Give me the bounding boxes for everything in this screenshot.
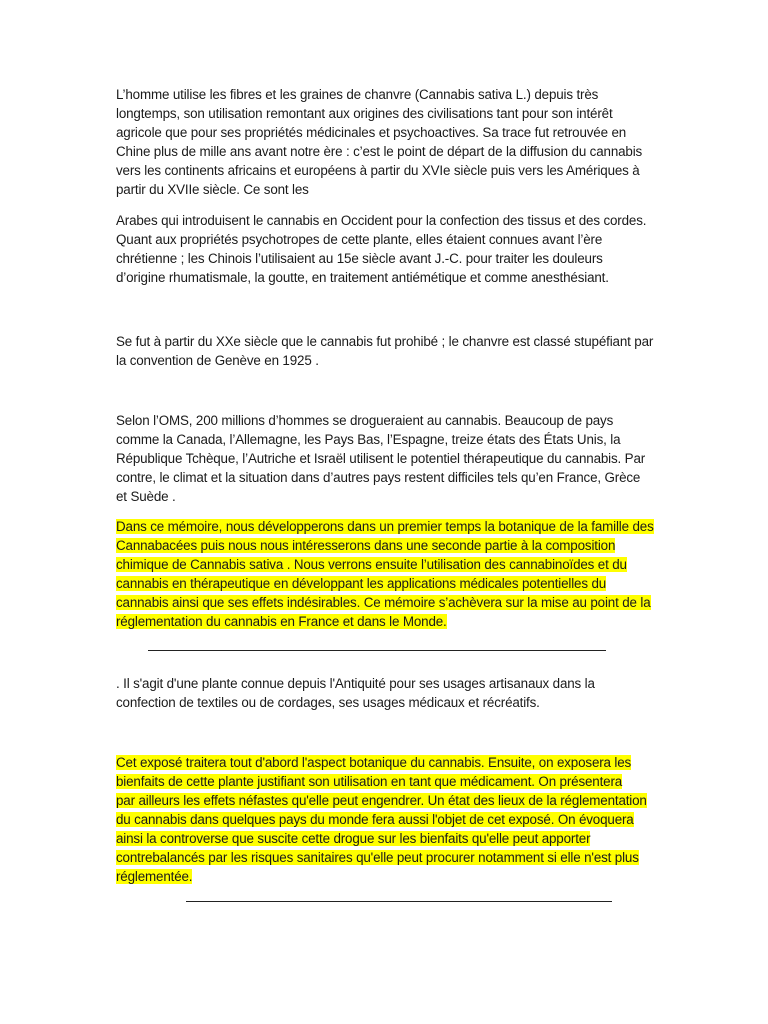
text-line: [116, 810, 656, 829]
text-line: [116, 142, 656, 161]
text-line-content: Cet exposé traitera tout d'abord l'aspect botanique du cannabis. Ensuite, on exposera les: [116, 755, 632, 770]
text-line-content: chimique de Cannabis sativa . Nous verrons ensuite l’utilisation des cannabinoïdes et du: [116, 557, 627, 572]
text-line-content: Selon l’OMS, 200 millions d’hommes se drogueraient au cannabis. Beaucoup de pays: [116, 413, 614, 428]
text-line: [116, 161, 656, 180]
text-line-content: Quant aux propriétés psychotropes de cette plante, elles étaient connues avant l’ère: [116, 232, 603, 247]
text-line: [116, 674, 656, 693]
text-line: [116, 351, 656, 370]
text-line-content: la convention de Genève en 1925 .: [116, 353, 319, 368]
text-line-content: Cannabacées puis nous nous intéresserons dans une seconde partie à la composition: [116, 538, 616, 553]
text-line-content: . Il s'agit d'une plante connue depuis l'Antiquité pour ses usages artisanaux dans la: [116, 676, 595, 691]
text-line-content: bienfaits de cette plante justifiant son utilisation en tant que médicament. On présentera: [116, 774, 623, 789]
text-line-content: Chine plus de mille ans avant notre ère : c’est le point de départ de la diffusion du cannabis: [116, 144, 643, 159]
text-line: [116, 430, 656, 449]
text-line: [116, 555, 656, 574]
text-line: [116, 211, 656, 230]
text-line-content: réglementée.: [116, 869, 193, 884]
text-line: [116, 411, 656, 430]
text-line-content: cannabis ainsi que ses effets indésirables. Ce mémoire s’achèvera sur la mise au point de la: [116, 595, 651, 610]
text-line: [116, 772, 656, 791]
text-line: [116, 449, 656, 468]
text-line: [116, 268, 656, 287]
text-line: [116, 593, 656, 612]
text-line: [116, 517, 656, 536]
text-line: [116, 753, 656, 772]
text-line: [116, 85, 656, 104]
paragraph-expose-plan-highlighted: [116, 753, 656, 886]
text-line-content: contrebalancés par les risques sanitaires qu'elle peut procurer notamment si elle n'est plus: [116, 850, 639, 865]
paragraph-history-intro: [116, 85, 656, 199]
text-line: [116, 693, 656, 712]
text-line: [116, 829, 656, 848]
text-line: [116, 867, 656, 886]
text-line: [116, 848, 656, 867]
paragraph-arab-introduction: [116, 211, 656, 287]
text-line: [116, 487, 656, 506]
text-line: [116, 468, 656, 487]
text-line-content: confection de textiles ou de cordages, ses usages médicaux et récréatifs.: [116, 695, 540, 710]
text-line-content: du cannabis dans quelques pays du monde fera aussi l'objet de cet exposé. On évoquera: [116, 812, 634, 827]
text-line: [116, 791, 656, 810]
text-line: [116, 230, 656, 249]
text-line: [116, 180, 656, 199]
text-line-content: réglementation du cannabis en France et dans le Monde.: [116, 614, 447, 629]
text-line-content: Arabes qui introduisent le cannabis en Occident pour la confection des tissus et des cordes.: [116, 213, 647, 228]
horizontal-rule: [148, 650, 606, 651]
text-line-content: et Suède .: [116, 489, 176, 504]
text-line-content: vers les continents africains et européens à partir du XVIe siècle puis vers les Amériques à: [116, 163, 640, 178]
text-line-content: ainsi la controverse que suscite cette drogue sur les bienfaits qu'elle peut apporter: [116, 831, 591, 846]
text-line-content: cannabis en thérapeutique en développant les applications médicales potentielles du: [116, 576, 607, 591]
paragraph-prohibition: [116, 332, 656, 370]
paragraph-antiquity-uses: [116, 674, 656, 712]
text-line-content: L’homme utilise les fibres et les graines de chanvre (Cannabis sativa L.) depuis très: [116, 87, 599, 102]
text-line-content: par ailleurs les effets néfastes qu'elle peut engendrer. Un état des lieux de la réglementation: [116, 793, 647, 808]
text-line: [116, 536, 656, 555]
text-line: [116, 249, 656, 268]
text-line: [116, 612, 656, 631]
horizontal-rule: [186, 901, 612, 902]
text-line-content: chrétienne ; les Chinois l’utilisaient au 15e siècle avant J.-C. pour traiter les douleurs: [116, 251, 603, 266]
text-line: [116, 574, 656, 593]
text-line-content: comme la Canada, l’Allemagne, les Pays Bas, l’Espagne, treize états des États Unis, la: [116, 432, 621, 447]
text-line-content: agricole que pour ses propriétés médicinales et psychoactives. Sa trace fut retrouvée en: [116, 125, 627, 140]
text-line-content: Dans ce mémoire, nous développerons dans un premier temps la botanique de la famille des: [116, 519, 654, 534]
paragraph-oms-statistics: [116, 411, 656, 506]
text-line: [116, 332, 656, 351]
text-line: [116, 123, 656, 142]
text-line-content: partir du XVIIe siècle. Ce sont les: [116, 182, 309, 197]
paragraph-thesis-plan-highlighted: [116, 517, 656, 631]
text-line-content: Se fut à partir du XXe siècle que le cannabis fut prohibé ; le chanvre est classé stupéfiant par: [116, 334, 654, 349]
text-line-content: République Tchèque, l’Autriche et Israël utilisent le potentiel thérapeutique du cannabis. Par: [116, 451, 646, 466]
text-line-content: longtemps, son utilisation remontant aux origines des civilisations tant pour son intérêt: [116, 106, 613, 121]
text-line-content: d’origine rhumatismale, la goutte, en traitement antiémétique et comme anesthésiant.: [116, 270, 609, 285]
text-line: [116, 104, 656, 123]
text-line-content: contre, le climat et la situation dans d’autres pays restent difficiles tels qu’en France, Grèce: [116, 470, 641, 485]
